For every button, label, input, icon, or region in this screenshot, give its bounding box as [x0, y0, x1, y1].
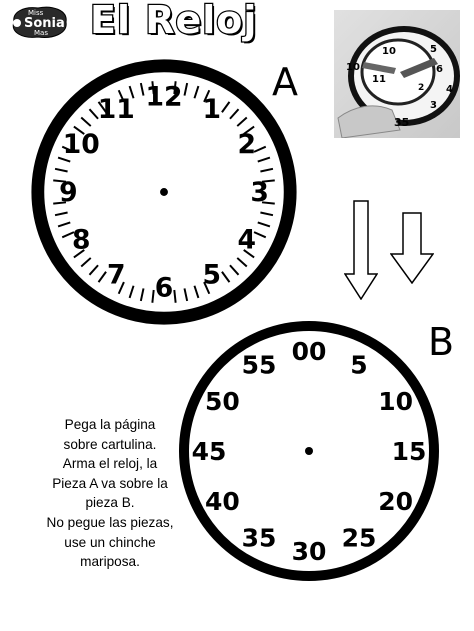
clock-b-center-dot	[305, 447, 313, 455]
clock-a-hour-number: 4	[237, 224, 257, 256]
clock-a-hour-number: 11	[97, 94, 135, 126]
clock-a-hour-number: 1	[202, 94, 222, 126]
instruction-line: use un chinche	[64, 534, 156, 550]
clock-piece-a	[26, 54, 302, 330]
instruction-line: Pieza A va sobre la	[52, 475, 168, 491]
clock-b-minute-number: 20	[378, 487, 413, 516]
clock-a-hour-number: 9	[59, 176, 78, 208]
instruction-line: pieza B.	[85, 495, 135, 511]
clock-b-minute-number: 55	[241, 350, 277, 380]
clock-a-hour-number: 12	[145, 81, 183, 113]
down-arrow-icon	[344, 200, 378, 300]
instruction-line: No pegue las piezas,	[46, 514, 174, 530]
clock-a-hour-number: 2	[237, 129, 257, 161]
piece-b-letter: B	[428, 320, 455, 364]
clock-a-hour-number: 7	[106, 259, 126, 291]
clock-b-minute-number: 15	[391, 437, 427, 466]
instruction-line: Arma el reloj, la	[62, 456, 158, 472]
piece-a-letter: A	[272, 60, 298, 104]
clock-b-minute-number: 10	[378, 387, 413, 416]
clock-b-minute-number: 40	[205, 487, 240, 516]
clock-a-minute-tick	[152, 290, 153, 303]
svg-text:5: 5	[430, 44, 437, 55]
clock-a-hour-number: 10	[62, 129, 100, 161]
logo-badge-icon	[8, 4, 72, 40]
svg-text:10: 10	[346, 62, 360, 73]
clock-b-minute-number: 35	[241, 523, 277, 553]
instructions-text	[30, 415, 190, 572]
down-arrow-icon	[390, 212, 434, 284]
svg-text:4: 4	[446, 84, 453, 95]
logo-line-3: Mas	[34, 29, 48, 37]
instruction-line: mariposa.	[80, 554, 140, 570]
svg-text:11: 11	[372, 74, 386, 85]
svg-text:2: 2	[418, 83, 425, 93]
clock-b-minute-number: 5	[350, 350, 368, 380]
clock-b-minute-number: 50	[205, 387, 240, 416]
logo-line-1: Miss	[28, 9, 44, 17]
clock-b-minute-number: 45	[191, 437, 227, 466]
photo-clock-a	[362, 40, 434, 104]
clock-a-minute-tick	[174, 290, 175, 303]
assembled-clock-photo	[334, 10, 460, 138]
instruction-line: Pega la página	[64, 417, 156, 432]
clock-b-minute-number: 00	[291, 337, 327, 366]
clock-a-hour-number: 8	[71, 224, 91, 256]
instruction-line: sobre cartulina.	[63, 436, 157, 452]
clock-piece-b	[176, 318, 442, 584]
svg-text:3: 3	[430, 100, 437, 111]
svg-text:35: 35	[394, 116, 410, 129]
clock-a-hour-number: 5	[202, 259, 222, 291]
brand-logo	[8, 4, 72, 40]
clock-b-minute-number: 25	[341, 523, 377, 553]
svg-text:10: 10	[382, 46, 396, 57]
logo-line-2: Sonia	[24, 16, 65, 31]
clock-a-hour-number: 3	[250, 176, 269, 208]
clock-b-minute-number: 30	[291, 537, 327, 566]
page-title: El Reloj	[90, 0, 258, 42]
clock-a-center-dot	[160, 188, 168, 196]
clock-a-hour-number: 6	[154, 272, 174, 304]
svg-text:6: 6	[436, 64, 443, 75]
